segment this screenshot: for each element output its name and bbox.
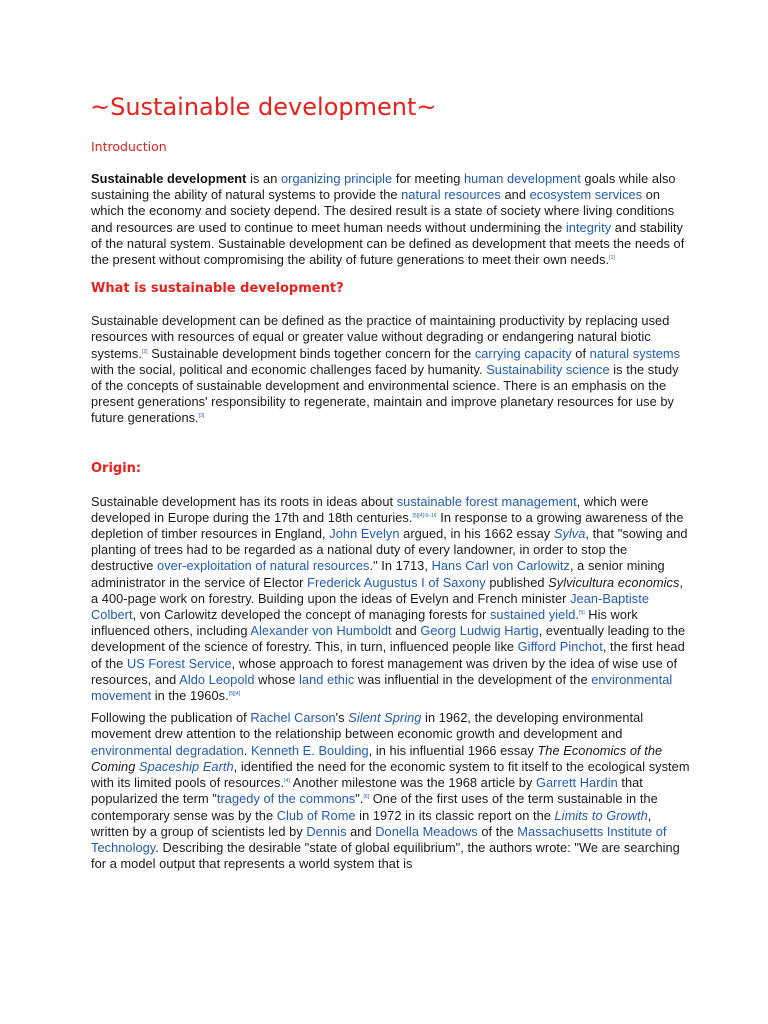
paragraph-definition xyxy=(91,313,690,426)
text-run: . Describing the desirable "state of global equilibrium", the authors wrote: "We are searching for a model output that represents a world system that is xyxy=(91,839,680,872)
text-run: argued, in his 1662 essay xyxy=(399,526,554,542)
section-heading-what: What is sustainable development? xyxy=(91,281,344,297)
text-run: Another milestone was the 1968 article by xyxy=(289,775,536,791)
text-run: in 1972 in its classic report on the xyxy=(355,807,555,823)
inline-link[interactable]: Sustainability science xyxy=(486,361,610,377)
text-run: , von Carlowitz developed the concept of managing forests for xyxy=(132,607,490,623)
paragraph-origin-1 xyxy=(91,494,690,705)
text-run: Following the publication of xyxy=(91,710,251,726)
inline-link[interactable]: Dennis xyxy=(306,823,347,839)
inline-link[interactable]: Spaceship Earth xyxy=(139,758,234,774)
text-run: goals while also sustaining the ability of natural systems to provide the xyxy=(91,171,676,203)
text-run: His work influenced others, including xyxy=(91,607,638,639)
text-run: and xyxy=(391,623,421,639)
italic-text: The Economics of the Coming xyxy=(91,742,663,774)
text-run: is an xyxy=(246,171,281,186)
text-run: in 1962, the developing environmental movement drew attention to the relationship between economic growth and development and xyxy=(91,710,644,742)
inline-link[interactable]: Donella Meadows xyxy=(375,823,478,839)
inline-link[interactable]: Rachel Carson xyxy=(250,710,336,726)
inline-link[interactable]: Garrett Hardin xyxy=(535,775,618,791)
inline-link[interactable]: John Evelyn xyxy=(329,526,400,542)
text-run: whose xyxy=(254,671,300,687)
text-run: with the social, political and economic challenges faced by humanity. xyxy=(91,361,487,377)
inline-link[interactable]: Sylva xyxy=(553,526,586,542)
citation-ref[interactable]: [4] xyxy=(284,778,290,785)
text-run: , a 400-page work on forestry. Building upon the ideas of Evelyn and French minister xyxy=(91,574,684,606)
citation-ref[interactable]: [5][4] xyxy=(228,691,241,698)
text-run: Sustainable development binds together concern for the xyxy=(147,345,475,361)
text-run: , eventually leading to the development of the science of forestry. This, in turn, influenced people like xyxy=(91,623,686,655)
inline-link[interactable]: natural systems xyxy=(589,345,681,361)
text-run: 's xyxy=(335,710,349,726)
document-title: ~Sustainable development~ xyxy=(90,93,437,121)
text-run: for meeting xyxy=(392,171,465,186)
citation-ref[interactable]: [5][4]:6–16 xyxy=(412,512,437,519)
text-run: , written by a group of scientists led by xyxy=(91,807,652,839)
section-heading-origin: Origin: xyxy=(91,460,142,476)
text-run: , in his influential 1966 essay xyxy=(368,742,538,758)
inline-link[interactable]: over-exploitation of natural resources xyxy=(157,558,370,574)
citation-ref[interactable]: [2] xyxy=(141,348,148,355)
text-run: published xyxy=(485,574,549,590)
inline-link[interactable]: land ethic xyxy=(299,671,355,687)
text-run: , the first head of the xyxy=(91,639,685,671)
text-run: and stability of the natural system. Sustainable development can be defined as development that meets the needs of the present without compromising the ability of future generations to meet their own needs. xyxy=(91,219,685,268)
citation-ref[interactable]: [1] xyxy=(609,255,615,262)
text-run: is the study of the concepts of sustainable development and environmental science. There is an emphasis on the present generations' responsibility to regenerate, maintain and improve planetary resources for use by future generations. xyxy=(91,361,679,426)
inline-link[interactable]: Georg Ludwig Hartig xyxy=(420,623,539,639)
inline-link[interactable]: human development xyxy=(464,171,581,186)
text-run: on which the economy and society depend. The desired result is a state of society where living conditions and resources are used to continue to meet human needs without undermining the xyxy=(91,187,675,235)
text-run: and xyxy=(500,187,530,203)
inline-link[interactable]: ecosystem services xyxy=(529,187,643,203)
citation-ref[interactable]: [6] xyxy=(363,794,370,801)
text-run: ." In 1713, xyxy=(369,558,432,574)
defined-term: Sustainable development xyxy=(91,171,247,186)
text-run: , which were developed in Europe during the 17th and 18th centuries. xyxy=(91,493,649,525)
text-run: was influential in the development of the xyxy=(354,671,592,687)
text-run: Sustainable development can be defined as the practice of maintaining productivity by replacing used resources with resources of equal or greater value without degrading or endangering natural biotic systems. xyxy=(91,313,670,361)
text-run: Sustainable development has its roots in ideas about xyxy=(91,493,397,509)
text-run: One of the first uses of the term sustainable in the contemporary sense was by the xyxy=(91,791,658,823)
text-run: and xyxy=(346,823,376,839)
inline-link[interactable]: environmental movement xyxy=(91,671,673,704)
inline-link[interactable]: sustained yield xyxy=(489,607,576,623)
inline-link[interactable]: Limits to Growth xyxy=(554,807,648,823)
inline-link[interactable]: tragedy of the commons xyxy=(216,791,356,807)
text-run: that popularized the term " xyxy=(91,775,643,807)
text-run: . xyxy=(243,742,252,758)
text-run: , identified the need for the economic system to fit itself to the ecological system with its limited pools of resources. xyxy=(91,758,690,791)
paragraph-intro xyxy=(91,171,690,268)
inline-link[interactable]: environmental degradation xyxy=(91,742,244,758)
paragraph-origin-2 xyxy=(91,710,690,872)
text-run: , a senior mining administrator in the service of Elector xyxy=(91,558,665,590)
inline-link[interactable]: organizing principle xyxy=(280,171,393,186)
citation-ref[interactable]: [5] xyxy=(578,610,585,617)
inline-link[interactable]: Aldo Leopold xyxy=(179,671,255,687)
intro-heading: Introduction xyxy=(91,139,167,154)
inline-link[interactable]: Club of Rome xyxy=(276,807,356,823)
italic-text: Sylvicultura economics xyxy=(548,574,680,590)
text-run: of xyxy=(571,345,590,361)
inline-link[interactable]: Jean-Baptiste Colbert xyxy=(91,590,649,623)
text-run: ". xyxy=(355,791,364,807)
inline-link[interactable]: Massachusetts Institute of Technology xyxy=(91,823,667,855)
inline-link[interactable]: Hans Carl von Carlowitz xyxy=(431,558,570,574)
text-run: , whose approach to forest management was driven by the idea of wise use of resources, and xyxy=(91,655,678,687)
inline-link[interactable]: sustainable forest management xyxy=(396,493,577,509)
inline-link[interactable]: carrying capacity xyxy=(474,345,572,361)
inline-link[interactable]: Silent Spring xyxy=(348,710,422,726)
inline-link[interactable]: integrity xyxy=(565,219,612,235)
inline-link[interactable]: Alexander von Humboldt xyxy=(250,623,392,639)
text-run: In response to a growing awareness of the depletion of timber resources in England, xyxy=(91,509,684,542)
text-run: in the 1960s. xyxy=(151,688,229,704)
inline-link[interactable]: US Forest Service xyxy=(126,655,232,671)
text-run: of the xyxy=(477,823,518,839)
inline-link[interactable]: Kenneth E. Boulding xyxy=(251,742,369,758)
inline-link[interactable]: natural resources xyxy=(401,187,501,203)
text-run: . xyxy=(575,607,579,623)
text-run: , that "sowing and planting of trees had to be regarded as a national duty of every landowner, in order to stop the destructive xyxy=(91,526,688,574)
citation-ref[interactable]: [3] xyxy=(198,413,205,420)
inline-link[interactable]: Gifford Pinchot xyxy=(517,639,603,655)
inline-link[interactable]: Frederick Augustus I of Saxony xyxy=(307,574,486,590)
